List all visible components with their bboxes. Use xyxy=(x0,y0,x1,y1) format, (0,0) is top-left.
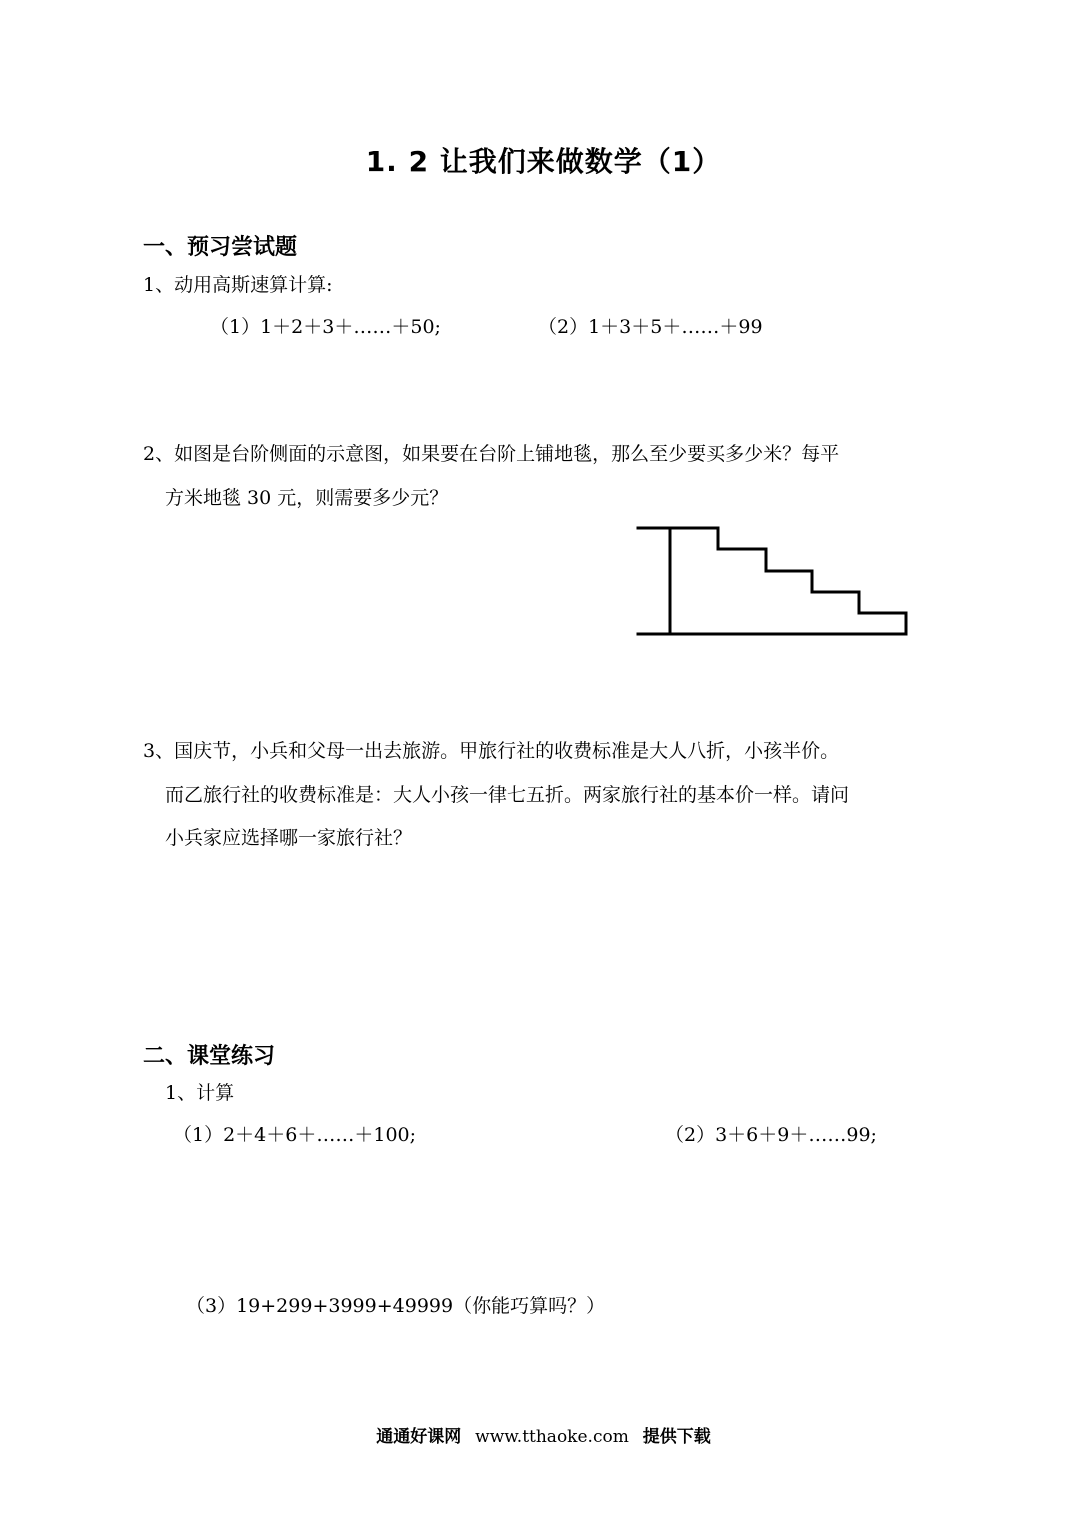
page-title: 1. 2 让我们来做数学（1） xyxy=(365,145,722,178)
stairs-steps-outline xyxy=(718,528,906,634)
section-heading-practice: 二、课堂练习 xyxy=(143,1044,276,1069)
question-1-prompt: 1、动用高斯速算计算: xyxy=(143,274,333,296)
footer-suffix: 提供下载 xyxy=(642,1427,711,1447)
practice-1-part-c: （3）19+299+3999+49999（你能巧算吗？） xyxy=(186,1295,606,1317)
question-3-line-1: 3、国庆节，小兵和父母一出去旅游。甲旅行社的收费标准是大人八折，小孩半价。 xyxy=(143,740,840,762)
footer-url-link[interactable]: www.tthaoke.com xyxy=(475,1427,629,1447)
footer xyxy=(0,1422,1087,1447)
question-2-line-2: 方米地毯 30 元，则需要多少元？ xyxy=(165,487,449,509)
question-1-part-a: （1）1＋2＋3＋……＋50; xyxy=(210,316,441,338)
practice-1-part-b: （2）3＋6＋9＋……99; xyxy=(665,1124,877,1146)
question-1-part-b: （2）1＋3＋5＋……＋99 xyxy=(538,316,763,338)
footer-site-name: 通通好课网 xyxy=(376,1427,462,1447)
practice-1-part-a: （1）2＋4＋6＋……＋100; xyxy=(173,1124,417,1146)
question-2-line-1: 2、如图是台阶侧面的示意图，如果要在台阶上铺地毯，那么至少要买多少米？每平 xyxy=(143,443,840,465)
stairs-diagram xyxy=(636,522,912,640)
section-heading-preview: 一、预习尝试题 xyxy=(143,235,298,260)
question-3-line-2: 而乙旅行社的收费标准是：大人小孩一律七五折。两家旅行社的基本价一样。请问 xyxy=(165,784,850,806)
practice-1-prompt: 1、计算 xyxy=(165,1082,235,1104)
question-3-line-3: 小兵家应选择哪一家旅行社？ xyxy=(165,827,413,849)
